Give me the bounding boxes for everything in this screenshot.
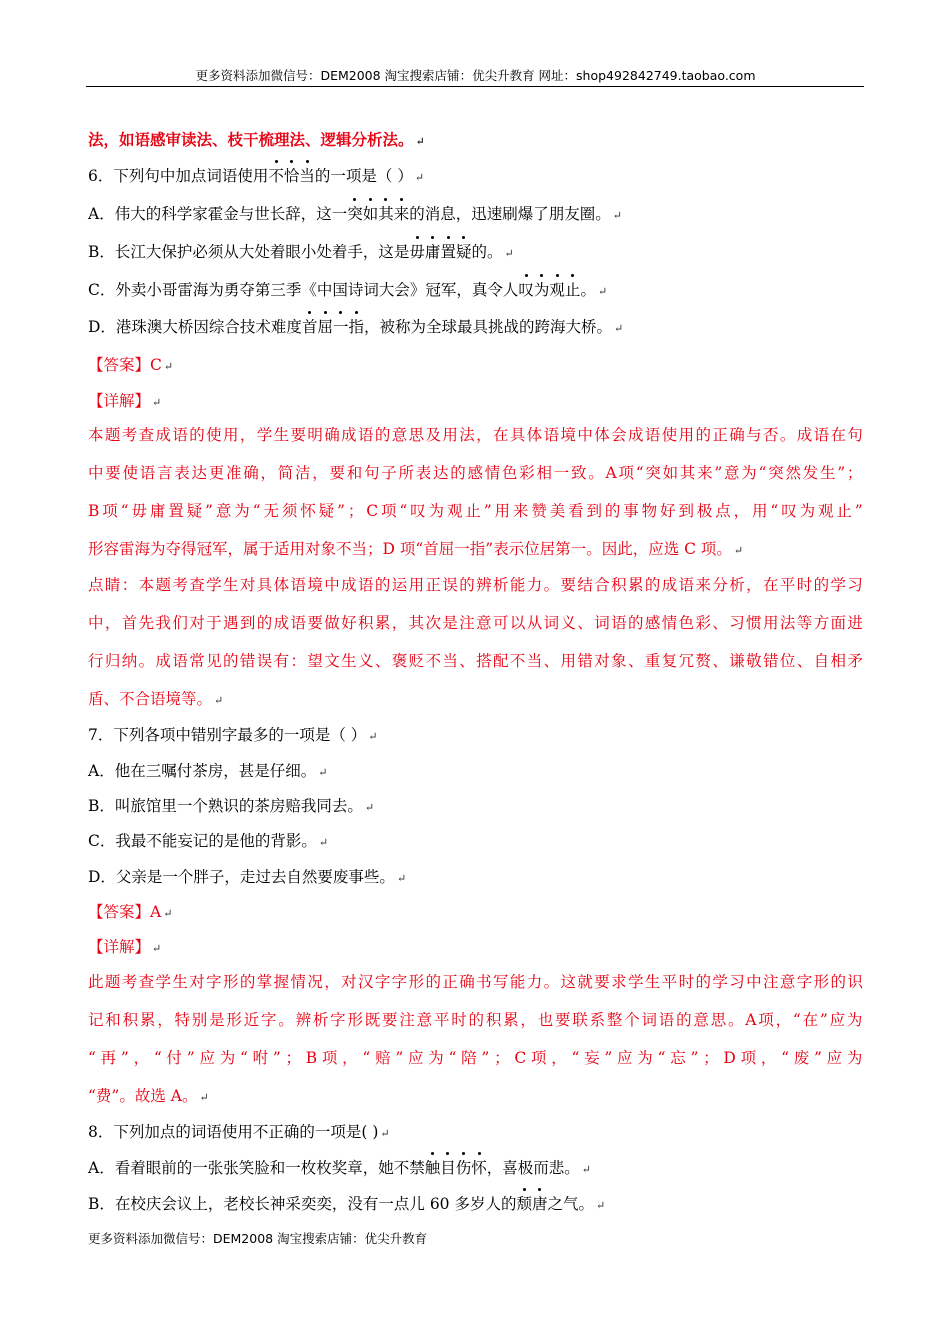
q6-detail-line4: 形容雷海为夺得冠军，属于适用对象不当；D 项“首屈一指”表示位居第一。因此，应选 C 项。 ↵ [88, 540, 744, 558]
q6-detail-label: 【详解】 ↵ [88, 392, 162, 410]
q6-detail-line3: B 项 “ 毋 庸 置 疑 ” 意 为 “ 无 须 怀 疑 ” ； C 项 “ 叹 为 观 止 ” 用 来 赞 美 看 到 的 事 物 好 到 极 点 ， 用 “ 叹 为 观 止 ” [88, 502, 863, 520]
emphasis-char: 不 [268, 167, 284, 185]
q6-stem: 6．下列句中加点词语使用不恰当的一项是（ ） ↵ [88, 167, 425, 185]
q8-stem: 8．下列加点的词语使用不正确的一项是( ) ↵ [88, 1123, 390, 1141]
q8-b-emphasis [516, 1195, 547, 1213]
q7-detail-line3: “ 再 ” ， “ 付 ” 应 为 “ 咐 ” ； B 项 ， “ 赔 ” 应 为 “ 陪 ” ； C 项 ， “ 妄 ” 应 为 “ 忘 ” ； D 项 ， “ 废 ” 应 为 [88, 1049, 863, 1067]
q6-note-line2: 中 ， 首 先 我 们 对 于 遇 到 的 成 语 要 做 好 积 累 ， 其 次 是 注 意 可 以 从 词 义 、 词 语 的 感 情 色 彩 、 习 惯 用 法 等 方 面 进 [88, 614, 863, 632]
q7-detail-line2: 记 和 积 累 ， 特 别 是 形 近 字 。 辨 析 字 形 既 要 注 意 平 时 的 积 累 ， 也 要 联 系 整 个 词 语 的 意 思 。 A 项 ， “ 在 ” 应 为 [88, 1011, 863, 1029]
q6-detail-line1: 本 题 考 查 成 语 的 使 用 ， 学 生 要 明 确 成 语 的 意 思 及 用 法 ， 在 具 体 语 境 中 体 会 成 语 使 用 的 正 确 与 否 。 成 语 在 句 [88, 426, 863, 444]
q8-a-emphasis [425, 1159, 487, 1177]
emphasis-char: 一 [332, 318, 349, 336]
q6-a-emphasis [347, 205, 409, 223]
q6-note-line3: 行 归 纳 。 成 语 常 见 的 错 误 有 ： 望 文 生 义 、 褒 贬 不 当 、 搭 配 不 当 、 用 错 对 象 、 重 复 冗 赘 、 谦 敬 错 位 、 自 相 矛 [88, 652, 863, 670]
emphasis-char: 庸 [424, 243, 441, 261]
q6-option-a: A．伟大的科学家霍金与世长辞，这一突如其来的消息，迅速刷爆了朋友圈。 ↵ [88, 205, 622, 223]
emphasis-char: 恰 [283, 167, 300, 185]
emphasis-char: 首 [301, 318, 318, 336]
emphasis-char: 怀 [471, 1159, 487, 1177]
q7-answer: 【答案】A ↵ [88, 903, 173, 921]
emphasis-char: 疑 [455, 243, 472, 261]
q6-note-line4: 盾、不合语境等。 ↵ [88, 690, 224, 708]
q6-c-emphasis [518, 281, 580, 299]
q6-detail-line2: 中 要 使 语 言 表 达 更 准 确 ， 简 洁 ， 要 和 句 子 所 表 达 的 感 情 色 彩 相 一 致 。 A 项 “ 突 如 其 来 ” 意 为 “ 突 然 发 生 ” ； [88, 464, 863, 482]
emphasis-char: 观 [549, 281, 565, 299]
q7-option-b: B．叫旅馆里一个熟识的茶房赔我同去。 ↵ [88, 797, 375, 815]
intro-tail: 法，如语感审读法、枝干梳理法、逻辑分析法。 ↵ [88, 130, 425, 149]
page-footer: 更多资料添加微信号：DEM2008 淘宝搜索店铺：优尖升教育 [88, 1231, 428, 1246]
q6-stem-emphasis [268, 167, 315, 185]
emphasis-char: 止 [564, 281, 581, 299]
emphasis-char: 触 [424, 1159, 441, 1177]
emphasis-char: 毋 [409, 243, 425, 261]
emphasis-char: 唐 [532, 1195, 548, 1213]
header-divider [86, 86, 864, 87]
emphasis-char: 置 [440, 243, 456, 261]
emphasis-char: 为 [533, 281, 550, 299]
emphasis-char: 其 [378, 205, 394, 223]
q7-detail-line1: 此 题 考 查 学 生 对 字 形 的 掌 握 情 况 ， 对 汉 字 字 形 的 正 确 书 写 能 力 。 这 就 要 求 学 生 平 时 的 学 习 中 注 意 字 形 的 识 [88, 973, 863, 991]
q8-option-b: B．在校庆会议上，老校长神采奕奕，没有一点儿 60 多岁人的颓唐之气。 ↵ [88, 1195, 606, 1213]
emphasis-char: 指 [348, 318, 364, 336]
q7-option-d: D．父亲是一个胖子，走过去自然要废事些。 ↵ [88, 868, 407, 886]
emphasis-char: 伤 [455, 1159, 472, 1177]
emphasis-char: 目 [440, 1159, 456, 1177]
q7-option-a: A．他在三嘱付茶房，甚是仔细。 ↵ [88, 762, 328, 780]
q6-option-d: D．港珠澳大桥因综合技术难度首屈一指，被称为全球最具挑战的跨海大桥。 ↵ [88, 318, 624, 336]
q7-stem: 7．下列各项中错别字最多的一项是（ ） ↵ [88, 726, 378, 744]
emphasis-char: 突 [347, 205, 363, 223]
q6-note-line1: 点 睛 ： 本 题 考 查 学 生 对 具 体 语 境 中 成 语 的 运 用 正 误 的 辨 析 能 力 。 要 结 合 积 累 的 成 语 来 分 析 ， 在 平 时 的 学 习 [88, 576, 863, 594]
q6-option-c: C．外卖小哥雷海为勇夺第三季《中国诗词大会》冠军，真令人叹为观止。 ↵ [88, 281, 608, 299]
q7-detail-line4: “费”。故选 A。 ↵ [88, 1087, 209, 1105]
emphasis-char: 当 [299, 167, 315, 185]
emphasis-char: 颓 [516, 1195, 532, 1213]
q6-d-emphasis [302, 318, 364, 336]
emphasis-char: 如 [362, 205, 379, 223]
q6-option-b: B．长江大保护必须从大处着眼小处着手，这是毋庸置疑的。 ↵ [88, 243, 514, 261]
emphasis-char: 叹 [518, 281, 534, 299]
emphasis-char: 来 [393, 205, 410, 223]
q6-b-emphasis [409, 243, 471, 261]
page-header: 更多资料添加微信号：DEM2008 淘宝搜索店铺：优尖升教育 网址：shop492842749.taobao.com [195, 68, 756, 83]
emphasis-char: 屈 [317, 318, 333, 336]
q7-detail-label: 【详解】 ↵ [88, 938, 162, 956]
q7-option-c: C．我最不能妄记的是他的背影。 ↵ [88, 832, 329, 850]
q8-option-a: A．看着眼前的一张张笑脸和一枚枚奖章，她不禁触目伤怀，喜极而悲。 ↵ [88, 1159, 591, 1177]
q6-answer: 【答案】C ↵ [88, 356, 174, 374]
